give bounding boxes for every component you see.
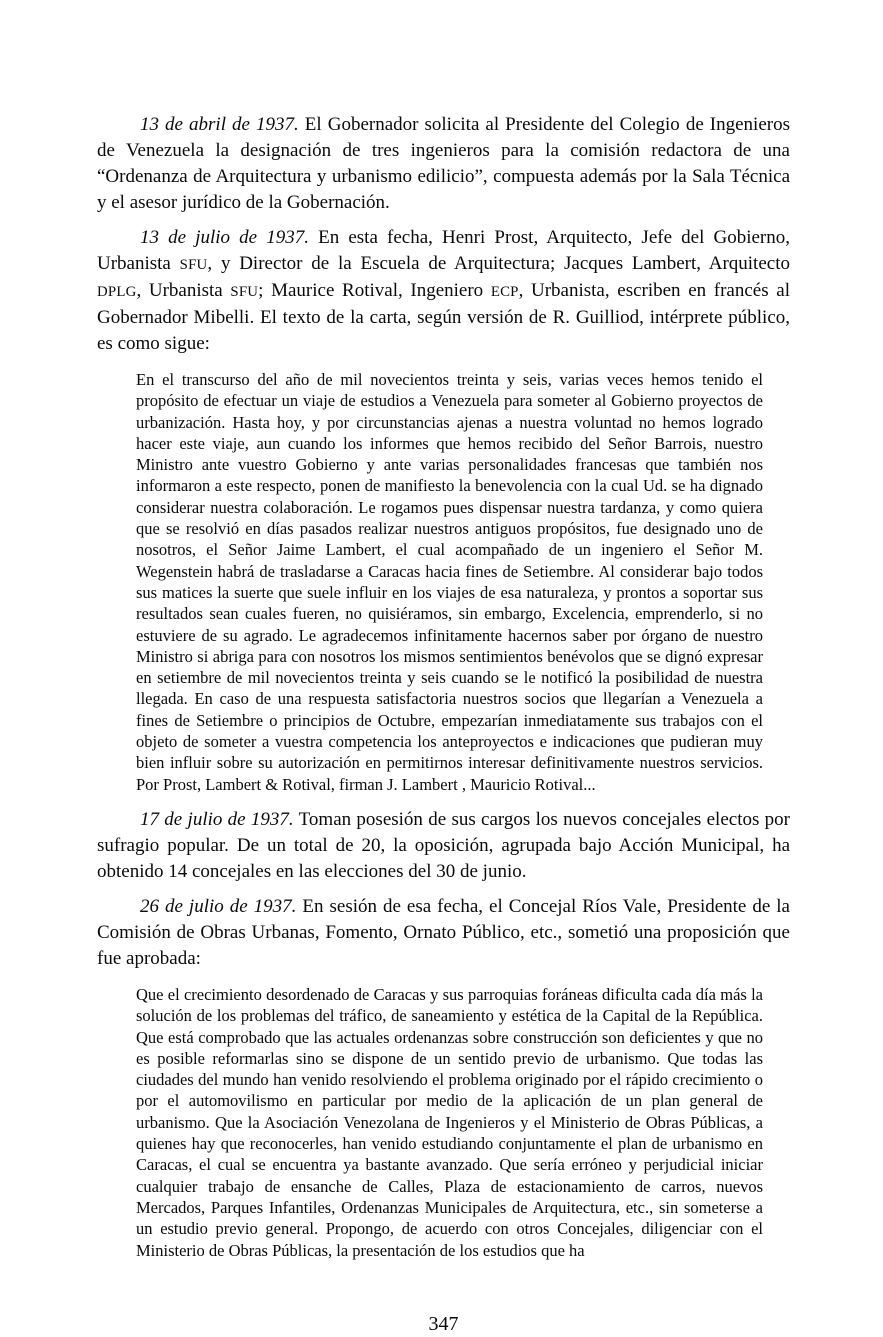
entry-text: En esta fecha, Henri Prost, Arquitecto, Jefe del Gobierno, Urbanista (97, 227, 790, 274)
entry-text: Toman posesión de sus cargos los nuevos concejales electos por sufragio popular. De un total de 20, la oposición, agrupada bajo Acción Municipal, ha obtenido 14 concejales en las elecciones del 30 de junio. (97, 808, 791, 882)
entry-text: , Urbanista (136, 280, 231, 301)
entry-text: , y Director de la Escuela de Arquitectura; Jacques Lambert, Arquitecto (207, 253, 790, 274)
entry-paragraph-julio-26 (97, 894, 790, 972)
abbreviation-sfu: SFU (230, 284, 259, 300)
abbreviation-ecp: ECP (490, 284, 519, 300)
entry-date: 17 de julio de 1937. (140, 808, 294, 830)
entry-paragraph-julio-13 (97, 225, 790, 357)
entry-date: 26 de julio de 1937. (140, 895, 297, 917)
abbreviation-dplg: DPLG (97, 284, 137, 300)
entry-text: El Gobernador solicita al Presidente del Colegio de Ingenieros de Venezuela la designación de tres ingenieros para la comisión redactora de una “Ordenanza de Arquitectura y urbanismo edilicio”, compuesta además por la Sala Técnica y el asesor jurídico de la Gobernación. (97, 114, 790, 213)
entry-text: En sesión de esa fecha, el Concejal Ríos Vale, Presidente de la Comisión de Obras Urbanas, Fomento, Ornato Público, etc., sometió una proposición que fue aprobada: (97, 895, 790, 969)
entry-paragraph-julio-17 (97, 807, 790, 885)
entry-paragraph-abril-13 (97, 112, 790, 216)
entry-text: , Urbanista, escriben en francés al Gobernador Mibelli. El texto de la carta, según versión de R. Guilliod, intérprete público, es como sigue: (97, 280, 790, 354)
proposition-quote-rios-vale: Que el crecimiento desordenado de Caracas y sus parroquias foráneas dificulta cada día más la solución de los problemas del tráfico, de saneamiento y estética de la Capital de la República. Que está comprobado que las actuales ordenanzas sobre construcción son deficientes y que no es posible reformarlas sino se dispone de un sentido previo de urbanismo. Que todas las ciudades del mundo han venido resolviendo el problema originado por el rápido crecimiento o por el automovilismo en particular por medio de la aplicación de un plan general de urbanismo. Que la Asociación Venezolana de Ingenieros y el Ministerio de Obras Públicas, a quienes hay que reconocerles, han venido estudiando conjuntamente el plan de urbanismo en Caracas, el cual se encuentra ya bastante avanzado. Que sería erróneo y perjudicial iniciar cualquier trabajo de ensanche de Calles, Plaza de estacionamiento de carros, nuevos Mercados, Parques Infantiles, Ordenanzas Municipales de Arquitectura, etc., sin someterse a un estudio previo general. Propongo, de acuerdo con otros Concejales, diligenciar con el Ministerio de Obras Públicas, la presentación de los estudios que ha (136, 984, 763, 1260)
page-number: 347 (428, 1312, 459, 1335)
entry-date: 13 de abril de 1937. (140, 114, 299, 135)
entry-text: ; Maurice Rotival, Ingeniero (258, 280, 491, 301)
abbreviation-sfu: SFU (179, 257, 208, 273)
entry-date: 13 de julio de 1937. (140, 227, 309, 248)
letter-quote-prost-lambert-rotival: En el transcurso del año de mil novecientos treinta y seis, varias veces hemos tenido el propósito de efectuar un viaje de estudios a Venezuela para someter al Gobierno proyectos de urbanización. Hasta hoy, y por circunstancias ajenas a nuestra voluntad no hemos logrado hacer este viaje, aun cuando los informes que hemos recibido del Señor Barrois, nuestro Ministro ante vuestro Gobierno y ante varias personalidades francesas que también nos informaron a este respecto, ponen de manifiesto la benevolencia con la cual Ud. se ha dignado considerar nuestra colaboración. Le rogamos pues dispensar nuestra tardanza, y como quiera que se resolvió en días pasados realizar nuestros antiguos propósitos, fue designado uno de nosotros, el Señor Jaime Lambert, el cual acompañado de un ingeniero el Señor M. Wegenstein habrá de trasladarse a Caracas hacia fines de Setiembre. Al considerar bajo todos sus matices la suerte que suele influir en los viajes de esa naturaleza, y prontos a soportar sus resultados sean cuales fueren, no quisiéramos, sin embargo, Excelencia, emprenderlo, si no estuviere de su agrado. Le agradecemos infinitamente hacernos saber por órgano de nuestro Ministro si abriga para con nosotros los mismos sentimientos benévolos que se dignó expresar en setiembre de mil novecientos treinta y seis cuando se le notificó la posibilidad de nuestra llegada. En caso de una respuesta satisfactoria nuestros socios que llegarían a Venezuela a fines de Setiembre o principios de Octubre, empezarían inmediatamente sus trabajos con el objeto de someter a vuestra competencia los anteproyectos e indicaciones que pudieran muy bien influir sobre su autorización en permitirnos interesar definitivamente nuestros servicios. Por Prost, Lambert & Rotival, firman J. Lambert , Mauricio Rotival... (136, 370, 763, 794)
